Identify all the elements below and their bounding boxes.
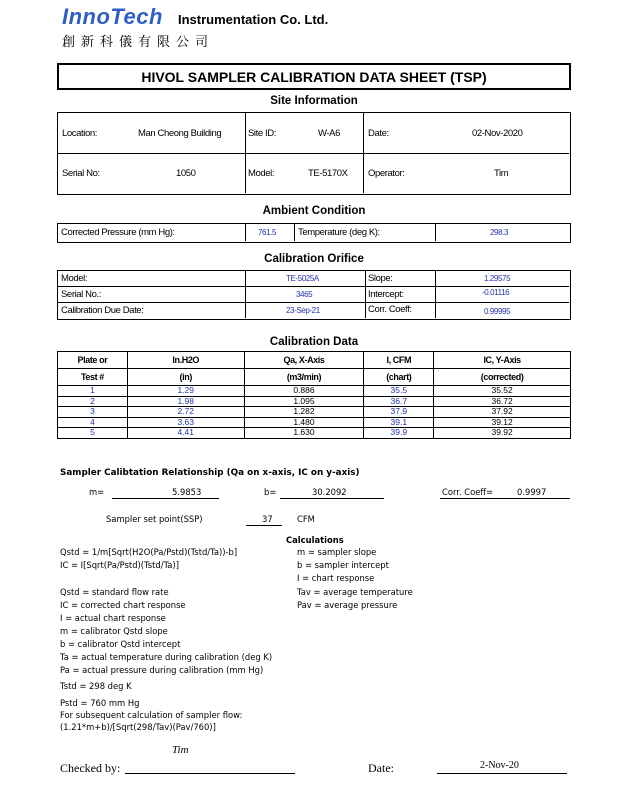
table-row bbox=[58, 396, 571, 407]
relationship-heading: Sampler Calibtation Relationship (Qa on x-axis, IC on y-axis) bbox=[60, 468, 360, 478]
table-cell: 1.282 bbox=[244, 407, 364, 418]
location-label: Location: bbox=[62, 127, 97, 139]
table-cell: 3 bbox=[58, 407, 128, 418]
table-cell: 2.72 bbox=[127, 407, 244, 418]
temperature-value: 298.3 bbox=[490, 228, 509, 237]
formula-line: Qstd = 1/m[Sqrt(H2O(Pa/Pstd)(Tstd/Ta))-b] bbox=[60, 547, 238, 557]
table-cell: 39.9 bbox=[364, 428, 434, 439]
table-cell: 39.92 bbox=[434, 428, 571, 439]
company-name: Instrumentation Co. Ltd. bbox=[178, 12, 329, 27]
table-row bbox=[58, 417, 571, 428]
table-row bbox=[58, 386, 571, 397]
location-value: Man Cheong Building bbox=[138, 127, 222, 139]
table-cell: 1.480 bbox=[244, 417, 364, 428]
page-title bbox=[57, 63, 571, 90]
orifice-serial-value: 3465 bbox=[296, 290, 313, 299]
operator-value: Tim bbox=[494, 167, 509, 179]
ssp-unit: CFM bbox=[297, 514, 315, 524]
table-cell: 4 bbox=[58, 417, 128, 428]
table-cell: 1.29 bbox=[127, 386, 244, 397]
col-header: I, CFM bbox=[364, 352, 434, 369]
orifice-table bbox=[57, 270, 571, 320]
table-cell: 35.52 bbox=[434, 386, 571, 397]
date-value: 02-Nov-2020 bbox=[472, 127, 523, 139]
table-cell: 3.63 bbox=[127, 417, 244, 428]
table-cell: 1.095 bbox=[244, 396, 364, 407]
corr-value: 0.9997 bbox=[517, 487, 547, 497]
formula-line: I = actual chart response bbox=[60, 613, 166, 623]
m-label: m= bbox=[89, 487, 105, 497]
table-row bbox=[58, 428, 571, 439]
table-cell: 35.5 bbox=[364, 386, 434, 397]
calibration-data-table bbox=[57, 351, 571, 439]
table-cell: 1.630 bbox=[244, 428, 364, 439]
col-header: In.H2O bbox=[127, 352, 244, 369]
intercept-value: -0.01116 bbox=[482, 288, 510, 297]
pressure-value: 761.5 bbox=[258, 228, 277, 237]
signoff-date-label: Date: bbox=[368, 761, 394, 775]
page-title-text: HIVOL SAMPLER CALIBRATION DATA SHEET (TSP) bbox=[141, 68, 487, 85]
ssp-label: Sampler set point(SSP) bbox=[106, 514, 203, 524]
definition-line: I = chart response bbox=[297, 573, 375, 583]
header-row-1 bbox=[58, 352, 571, 369]
pressure-label: Corrected Pressure (mm Hg): bbox=[61, 227, 175, 238]
m-value: 5.9853 bbox=[172, 487, 202, 497]
col-header: (in) bbox=[127, 369, 244, 386]
formula-line: Ta = actual temperature during calibration (deg K) bbox=[60, 652, 273, 662]
site-heading: Site Information bbox=[270, 95, 358, 107]
formula-line: Pa = actual pressure during calibration (mm Hg) bbox=[60, 665, 264, 675]
table-cell: 2 bbox=[58, 396, 128, 407]
table-cell: 5 bbox=[58, 428, 128, 439]
table-cell: 4.41 bbox=[127, 428, 244, 439]
due-date-value: 23-Sep-21 bbox=[286, 306, 320, 315]
ambient-table bbox=[57, 223, 571, 243]
table-row bbox=[58, 407, 571, 418]
date-label: Date: bbox=[368, 127, 389, 139]
site-id-label: Site ID: bbox=[248, 127, 276, 139]
orifice-serial-label: Serial No.: bbox=[61, 289, 101, 300]
table-cell: 39.12 bbox=[434, 417, 571, 428]
formula-line: Pstd = 760 mm Hg bbox=[60, 698, 140, 708]
ssp-value: 37 bbox=[262, 514, 273, 524]
definition-line: m = sampler slope bbox=[297, 547, 377, 557]
signature: Tim bbox=[172, 744, 189, 756]
orifice-heading: Calibration Orifice bbox=[264, 253, 364, 265]
table-cell: 37.9 bbox=[364, 407, 434, 418]
brand-logo: InnoTech bbox=[62, 4, 163, 29]
b-label: b= bbox=[264, 487, 277, 497]
operator-label: Operator: bbox=[368, 167, 405, 179]
site-info-table bbox=[57, 112, 571, 195]
header-row-2 bbox=[58, 369, 571, 386]
table-cell: 1 bbox=[58, 386, 128, 397]
corr-label: Corr. Coeff= bbox=[442, 487, 494, 497]
orifice-model-label: Model: bbox=[61, 273, 88, 284]
corr-coeff-value: 0.99995 bbox=[484, 307, 511, 316]
col-header: IC, Y-Axis bbox=[434, 352, 571, 369]
col-header: Qa, X-Axis bbox=[244, 352, 364, 369]
formula-line: b = calibrator Qstd intercept bbox=[60, 639, 181, 649]
temperature-label: Temperature (deg K): bbox=[298, 227, 380, 238]
formula-line: m = calibrator Qstd slope bbox=[60, 626, 168, 636]
table-cell: 36.72 bbox=[434, 396, 571, 407]
company-name-chinese: 創新科儀有限公司 bbox=[62, 35, 215, 50]
col-header: (chart) bbox=[364, 369, 434, 386]
formula-line: (1.21*m+b)/[Sqrt(298/Tav)(Pav/760)] bbox=[60, 722, 216, 732]
table-cell: 39.1 bbox=[364, 417, 434, 428]
model-label: Model: bbox=[248, 167, 275, 179]
table-cell: 37.92 bbox=[434, 407, 571, 418]
caldata-heading: Calibration Data bbox=[269, 336, 359, 348]
b-value: 30.2092 bbox=[312, 487, 347, 497]
calculations-heading: Calculations bbox=[286, 535, 344, 545]
col-header: (corrected) bbox=[434, 369, 571, 386]
table-cell: 1.98 bbox=[127, 396, 244, 407]
definition-line: b = sampler intercept bbox=[297, 560, 389, 570]
formula-line: IC = I[Sqrt(Pa/Pstd)(Tstd/Ta)] bbox=[60, 560, 179, 570]
corr-coeff-label: Corr. Coeff: bbox=[368, 304, 412, 315]
due-date-label: Calibration Due Date: bbox=[61, 305, 144, 316]
serial-label: Serial No: bbox=[62, 167, 100, 179]
model-value: TE-5170X bbox=[308, 167, 348, 179]
slope-value: 1.29575 bbox=[484, 274, 511, 283]
site-id-value: W-A6 bbox=[318, 127, 340, 139]
table-cell: 36.7 bbox=[364, 396, 434, 407]
formula-line: Tstd = 298 deg K bbox=[60, 681, 132, 691]
formula-line: Qstd = standard flow rate bbox=[60, 587, 169, 597]
col-header: Plate or bbox=[58, 352, 128, 369]
signoff-date-value: 2-Nov-20 bbox=[480, 760, 519, 771]
table-cell: 0.886 bbox=[244, 386, 364, 397]
serial-value: 1050 bbox=[176, 167, 196, 179]
definition-line: Tav = average temperature bbox=[297, 587, 413, 597]
formula-line: For subsequent calculation of sampler flow: bbox=[60, 710, 243, 720]
definition-line: Pav = average pressure bbox=[297, 600, 398, 610]
ambient-heading: Ambient Condition bbox=[262, 205, 366, 217]
checked-by-label: Checked by: bbox=[60, 761, 121, 775]
intercept-label: Intercept: bbox=[368, 289, 404, 300]
col-header: (m3/min) bbox=[244, 369, 364, 386]
orifice-model-value: TE-5025A bbox=[286, 274, 319, 283]
formula-line: IC = corrected chart response bbox=[60, 600, 186, 610]
slope-label: Slope: bbox=[368, 273, 393, 284]
col-header: Test # bbox=[58, 369, 128, 386]
